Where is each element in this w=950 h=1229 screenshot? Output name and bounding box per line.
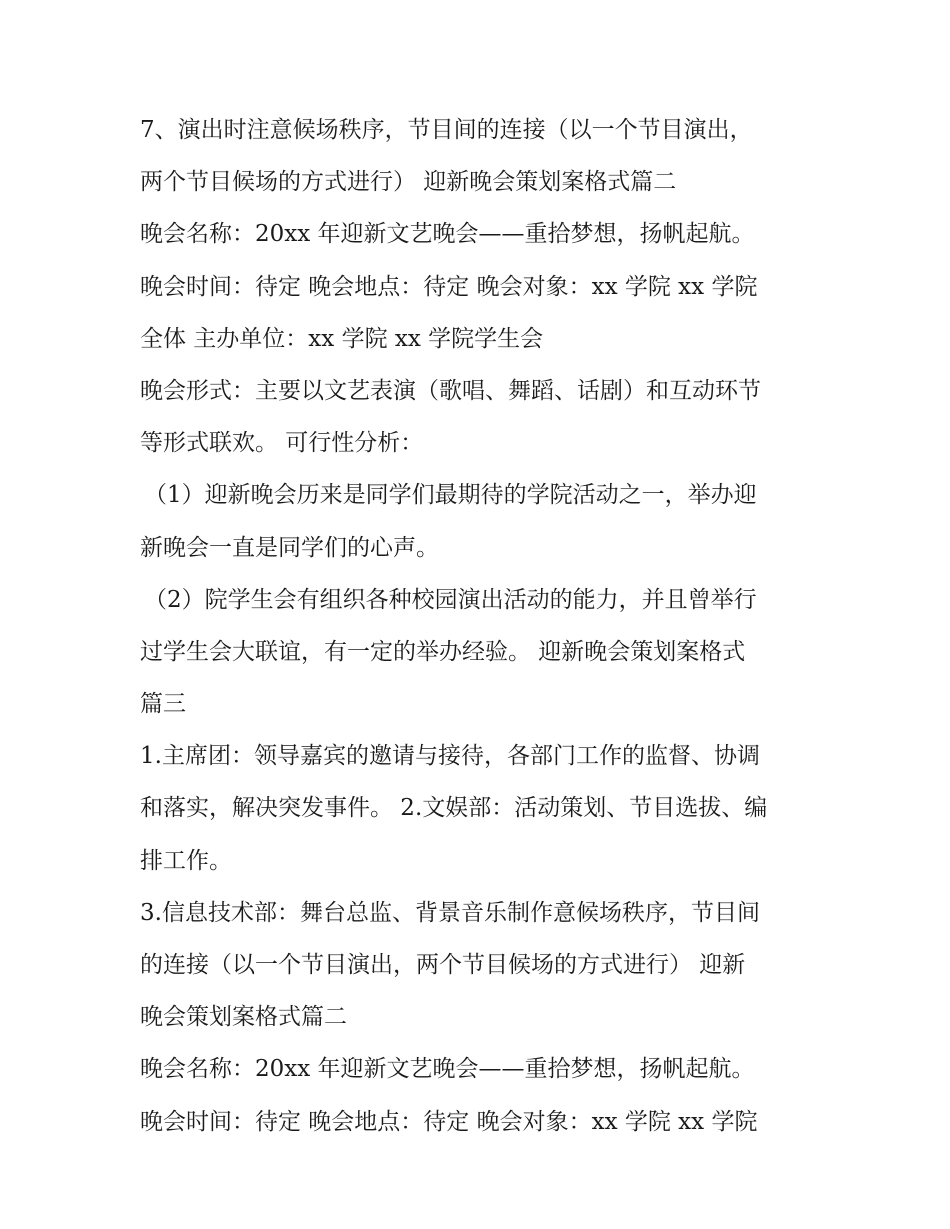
text-line: 的连接（以一个节目演出，两个节目候场的方式进行） 迎新 xyxy=(140,952,746,978)
text-line: 1.主席团：领导嘉宾的邀请与接待，各部门工作的监督、协调 xyxy=(140,743,760,770)
text-line: 晚会形式：主要以文艺表演（歌唱、舞蹈、话剧）和互动环节 xyxy=(140,377,761,404)
text-line: 晚会名称：20xx 年迎新文艺晚会——重拾梦想，扬帆起航。 xyxy=(140,221,755,248)
text-line: 7、演出时注意候场秩序，节目间的连接（以一个节目演出， xyxy=(140,117,753,143)
text-line: 过学生会大联谊，有一定的举办经验。 迎新晚会策划案格式 xyxy=(140,638,746,665)
text-line: 排工作。 xyxy=(140,847,232,874)
text-line: 晚会时间：待定 晚会地点：待定 晚会对象：xx 学院 xx 学院 xyxy=(140,1108,758,1135)
body-text xyxy=(140,104,820,1148)
text-line: 两个节目候场的方式进行） 迎新晚会策划案格式篇二 xyxy=(140,169,677,196)
text-line: 篇三 xyxy=(140,691,186,718)
text-line: 和落实，解决突发事件。 2.文娱部：活动策划、节目选拔、编 xyxy=(140,795,768,822)
text-line: 晚会时间：待定 晚会地点：待定 晚会对象：xx 学院 xx 学院 xyxy=(140,273,758,300)
text-line: （1）迎新晚会历来是同学们最期待的学院活动之一，举办迎 xyxy=(144,482,757,509)
text-line: 新晚会一直是同学们的心声。 xyxy=(140,534,439,561)
text-line: 等形式联欢。 可行性分析： xyxy=(140,430,424,457)
text-line: 晚会名称：20xx 年迎新文艺晚会——重拾梦想，扬帆起航。 xyxy=(140,1056,755,1083)
text-line: （2）院学生会有组织各种校园演出活动的能力，并且曾举行 xyxy=(144,586,757,613)
text-line: 晚会策划案格式篇二 xyxy=(140,1004,347,1031)
text-line: 全体 主办单位：xx 学院 xx 学院学生会 xyxy=(140,325,544,352)
text-line: 3.信息技术部：舞台总监、背景音乐制作意候场秩序，节目间 xyxy=(140,899,760,926)
